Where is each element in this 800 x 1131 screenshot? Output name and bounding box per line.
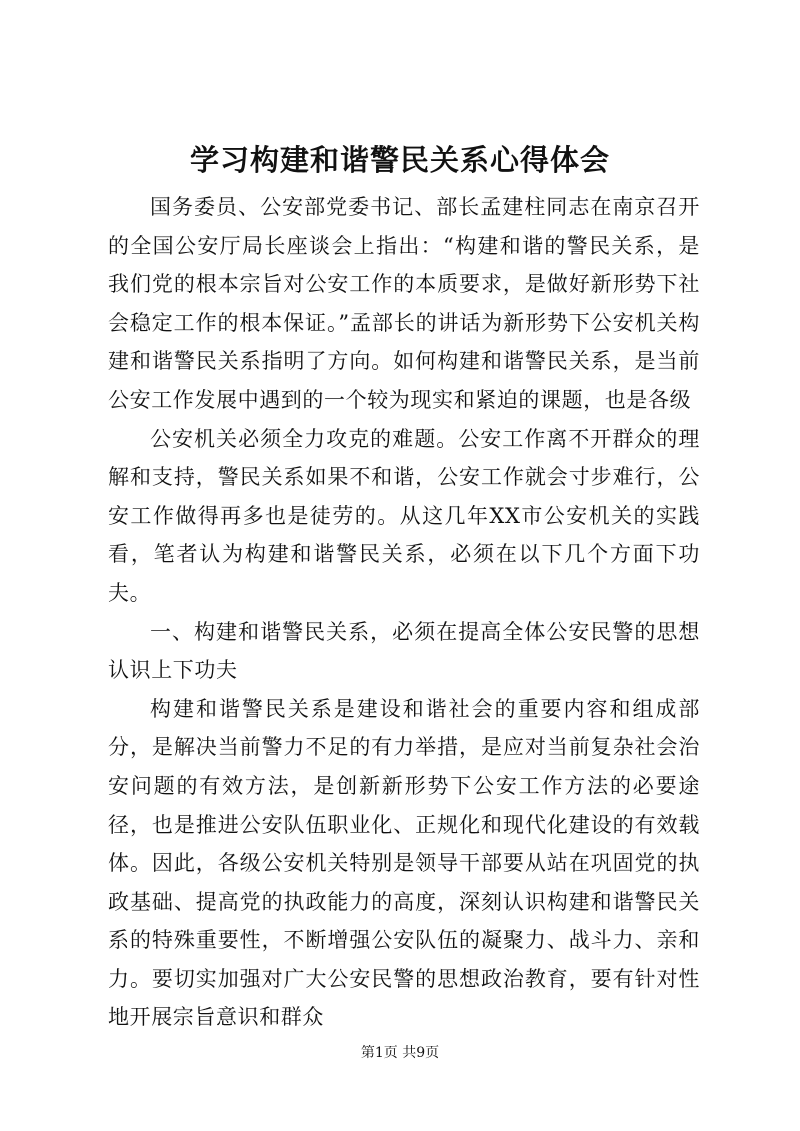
document-body [108,188,700,1037]
paragraph-4: 构建和谐警民关系是建设和谐社会的重要内容和组成部分，是解决当前警力不足的有力举措，是应对当前复杂社会治安问题的有效方法，是创新新形势下公安工作方法的必要途径，也是推进公安队伍职业化、正规化和现代化建设的有效载体。因此，各级公安机关特别是领导干部要从站在巩固党的执政基础、提高党的执政能力的高度，深刻认识构建和谐警民关系的特殊重要性，不断增强公安队伍的凝聚力、战斗力、亲和力。要切实加强对广大公安民警的思想政治教育，要有针对性地开展宗旨意识和群众 [108,696,700,1030]
page-footer: 第1页 共9页 [360,1045,440,1061]
paragraph-1: 国务委员、公安部党委书记、部长孟建柱同志在南京召开的全国公安厅局长座谈会上指出：“构建和谐的警民关系，是我们党的根本宗旨对公安工作的本质要求，是做好新形势下社会稳定工作的根本保证。”孟部长的讲话为新形势下公安机关构建和谐警民关系指明了方向。如何构建和谐警民关系，是当前公安工作发展中遇到的一个较为现实和紧迫的课题，也是各级 [108,195,700,412]
paragraph-2: 公安机关必须全力攻克的难题。公安工作离不开群众的理解和支持，警民关系如果不和谐，公安工作就会寸步难行，公安工作做得再多也是徒劳的。从这几年XX市公安机关的实践看，笔者认为构建和谐警民关系，必须在以下几个方面下功夫。 [108,426,700,605]
document-title: 学习构建和谐警民关系心得体会 [189,143,610,177]
paragraph-3-heading: 一、构建和谐警民关系，必须在提高全体公安民警的思想认识上下功夫 [108,619,700,683]
